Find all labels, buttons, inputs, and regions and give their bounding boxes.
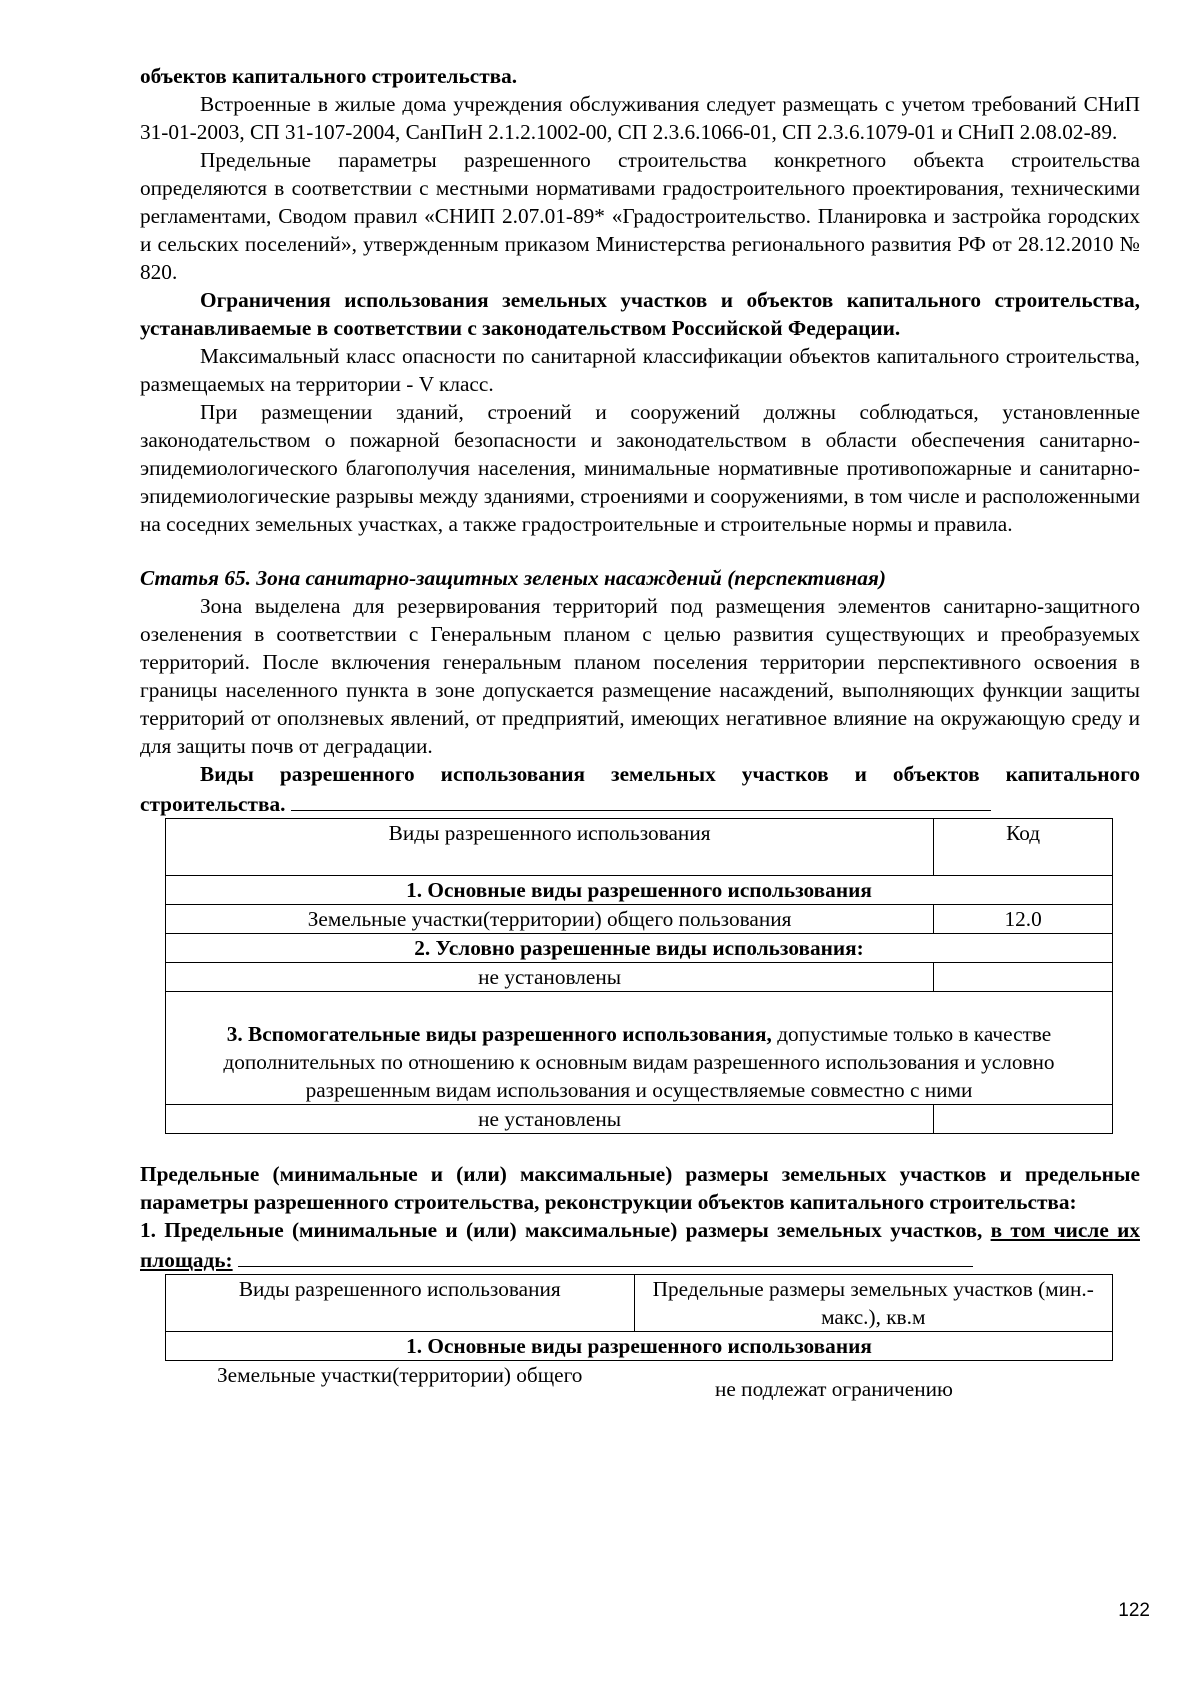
heading-underline bbox=[291, 788, 991, 811]
table-row bbox=[166, 963, 1113, 992]
para-limits: Предельные параметры разрешенного строительства конкретного объекта строительства определяются в соответствии с местными нормативами градостроительного проектирования, техническими регламентами, Сводом правил «СНИП 2.07.01-89* «Градостроительство. Планировка и застройка городских и сельских поселений», утвержденным приказом Министерства регионального развития РФ от 28.12.2010 № 820. bbox=[140, 148, 1140, 284]
table-row bbox=[166, 1332, 1113, 1361]
article-title: Статья 65. Зона санитарно-защитных зеленых насаждений (перспективная) bbox=[140, 566, 886, 590]
sizes-row bbox=[165, 1361, 1113, 1421]
para-zone: Зона выделена для резервирования территорий под размещения элементов санитарно-защитного озеленения в соответствии с Генеральным планом с целью развития существующих и преобразуемых территорий. После включения генеральным планом поселения территории перспективного освоения в границы населенного пункта в зоне допускается размещение насаждений, выполняющих функции защиты территорий от оползневых явлений, от предприятий, имеющих негативное влияние на окружающую среду и для защиты почв от деградации. bbox=[140, 594, 1140, 758]
cell-code bbox=[934, 963, 1113, 992]
heading-sizes-underlined: в том числе их площадь: bbox=[140, 1218, 1140, 1272]
table-row bbox=[166, 934, 1113, 963]
table-row bbox=[166, 992, 1113, 1105]
heading-sizes bbox=[140, 1216, 1140, 1274]
para-builtin: Встроенные в жилые дома учреждения обслуживания следует размещать с учетом требований СНиП 31-01-2003, СП 31-107-2004, СанПиН 2.1.2.1002-00, СП 2.3.6.1066-01, СП 2.3.6.1079-01 и СНиП 2.08.02-89. bbox=[140, 92, 1140, 144]
cell-code: 12.0 bbox=[934, 905, 1113, 934]
cell-size: не подлежат ограничению bbox=[715, 1377, 953, 1401]
heading-uses-text: Виды разрешенного использования земельных участков и объектов капитального строительства. bbox=[140, 762, 1140, 816]
table-row bbox=[166, 876, 1113, 905]
section-auxiliary-text: допустимые только в качестве дополнительных по отношению к основным видам разрешенного использования и условно разрешенным видам использования и осуществляемые совместно с ними bbox=[223, 1022, 1055, 1102]
heading-sizes-underline bbox=[238, 1244, 973, 1267]
col-header-use: Виды разрешенного использования bbox=[166, 819, 934, 876]
section-conditional: 2. Условно разрешенные виды использования: bbox=[166, 934, 1113, 963]
top-heading: объектов капитального строительства. bbox=[140, 64, 518, 88]
uses-table bbox=[165, 818, 1113, 1134]
cell-use: Земельные участки(территории) общего bbox=[217, 1363, 583, 1387]
col-header-size: Предельные размеры земельных участков (мин.-макс.), кв.м bbox=[634, 1275, 1112, 1332]
section-basic: 1. Основные виды разрешенного использования bbox=[166, 1332, 1113, 1361]
table-row bbox=[166, 819, 1113, 876]
para-hazard: Максимальный класс опасности по санитарной классификации объектов капитального строительства, размещаемых на территории - V класс. bbox=[140, 344, 1140, 396]
page-number: 122 bbox=[1118, 1600, 1150, 1621]
cell-use: не установлены bbox=[166, 1105, 934, 1134]
cell-code bbox=[934, 1105, 1113, 1134]
table-row bbox=[166, 1275, 1113, 1332]
heading-params: Предельные (минимальные и (или) максимальные) размеры земельных участков и предельные параметры разрешенного строительства, реконструкции объектов капитального строительства: bbox=[140, 1162, 1140, 1214]
heading-restrictions: Ограничения использования земельных участков и объектов капитального строительства, устанавливаемые в соответствии с законодательством Российской Федерации. bbox=[140, 288, 1140, 340]
heading-sizes-text: 1. Предельные (минимальные и (или) максимальные) размеры земельных участков, bbox=[140, 1218, 991, 1242]
para-placement: При размещении зданий, строений и сооружений должны соблюдаться, установленные законодательством о пожарной безопасности и законодательством в области обеспечения санитарно-эпидемиологического благополучия населения, минимальные нормативные противопожарные и санитарно-эпидемиологические разрывы между зданиями, строениями и сооружениями, в том числе и расположенными на соседних земельных участках, а также градостроительные и строительные нормы и правила. bbox=[140, 400, 1140, 536]
table-row bbox=[166, 1105, 1113, 1134]
cell-use: Земельные участки(территории) общего пользования bbox=[166, 905, 934, 934]
document-page bbox=[140, 62, 1140, 1421]
sizes-table bbox=[165, 1274, 1113, 1361]
table-row bbox=[166, 905, 1113, 934]
col-header-code: Код bbox=[934, 819, 1113, 876]
section-auxiliary bbox=[166, 992, 1113, 1105]
section-auxiliary-title: 3. Вспомогательные виды разрешенного использования, bbox=[226, 1022, 772, 1046]
section-basic: 1. Основные виды разрешенного использования bbox=[166, 876, 1113, 905]
heading-uses bbox=[140, 760, 1140, 818]
col-header-use: Виды разрешенного использования bbox=[166, 1275, 635, 1332]
cell-use: не установлены bbox=[166, 963, 934, 992]
